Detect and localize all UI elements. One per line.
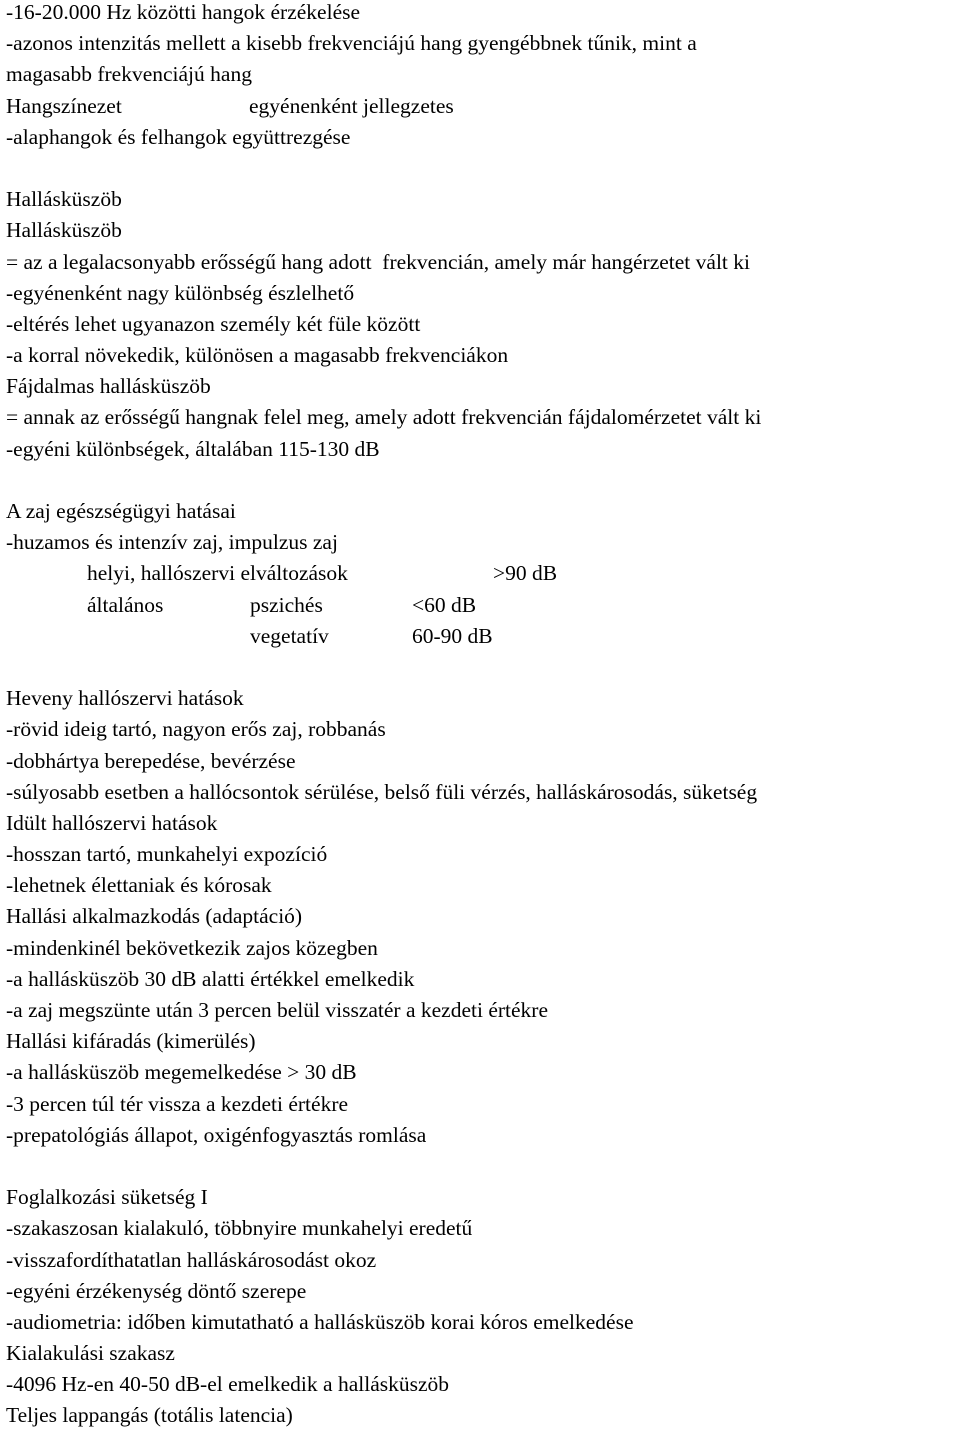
- hangszinezet-value: egyénenként jellegzetes: [249, 93, 454, 118]
- text-line: -alaphangok és felhangok együttrezgése: [6, 124, 351, 149]
- section-heading: Hallási kifáradás (kimerülés): [6, 1029, 256, 1054]
- text-line: -4096 Hz-en 40-50 dB-el emelkedik a hallásküszöb: [6, 1372, 450, 1397]
- text-line: -súlyosabb esetben a hallócsontok sérülése, belső füli vérzés, halláskárosodás, süketség: [6, 779, 758, 804]
- effects-row-2-value: <60 dB: [412, 592, 477, 617]
- section-heading: Idült hallószervi hatások: [6, 810, 218, 835]
- text-line: -16-20.000 Hz közötti hangok érzékelése: [6, 0, 361, 24]
- effects-row-3-value: 60-90 dB: [412, 623, 493, 648]
- text-line: Fájdalmas hallásküszöb: [6, 374, 211, 399]
- section-heading: Hallásküszöb: [6, 187, 122, 212]
- text-line: -mindenkinél bekövetkezik zajos közegben: [6, 935, 378, 960]
- section-heading: Kialakulási szakasz: [6, 1341, 175, 1366]
- blank-line: [6, 153, 956, 184]
- text-line: -dobhártya berepedése, bevérzése: [6, 748, 296, 773]
- text-line: magasabb frekvenciájú hang: [6, 62, 252, 87]
- section-heading: Foglalkozási süketség I: [6, 1185, 208, 1210]
- text-line: -visszafordíthatatlan halláskárosodást okoz: [6, 1247, 377, 1272]
- effects-row-3: [6, 621, 956, 652]
- effects-row-1: [6, 558, 956, 589]
- text-line: -szakaszosan kialakuló, többnyire munkahelyi eredetű: [6, 1216, 473, 1241]
- effects-row-3-type: vegetatív: [250, 623, 329, 648]
- blank-line: [6, 652, 956, 683]
- section-heading: Hallási alkalmazkodás (adaptáció): [6, 904, 303, 929]
- text-line: -egyénenként nagy különbség észlelhető: [6, 280, 355, 305]
- text-line: -azonos intenzitás mellett a kisebb frekvenciájú hang gyengébbnek tűnik, mint a: [6, 31, 697, 56]
- effects-row-1-label: helyi, hallószervi elváltozások: [87, 561, 348, 586]
- section-heading: A zaj egészségügyi hatásai: [6, 499, 236, 523]
- text-line: -prepatológiás állapot, oxigénfogyasztás romlása: [6, 1122, 427, 1147]
- text-line: -a hallásküszöb megemelkedése > 30 dB: [6, 1060, 357, 1085]
- text-line: -a hallásküszöb 30 dB alatti értékkel emelkedik: [6, 966, 415, 991]
- hangszinezet-row: [6, 91, 956, 122]
- text-line: -3 percen túl tér vissza a kezdeti értékre: [6, 1091, 349, 1116]
- section-heading: Heveny hallószervi hatások: [6, 686, 244, 711]
- effects-row-2-type: pszichés: [250, 592, 323, 617]
- effects-row-2-label: általános: [87, 592, 164, 617]
- text-line: Hallásküszöb: [6, 218, 122, 243]
- text-line: -huzamos és intenzív zaj, impulzus zaj: [6, 530, 338, 555]
- effects-row-2: [6, 590, 956, 621]
- section-heading: Teljes lappangás (totális latencia): [6, 1403, 293, 1428]
- text-line: -eltérés lehet ugyanazon személy két füle között: [6, 311, 421, 336]
- text-line: = az a legalacsonyabb erősségű hang adott frekvencián, amely már hangérzetet vált ki: [6, 249, 750, 274]
- blank-line: [6, 465, 956, 496]
- text-line: -hosszan tartó, munkahelyi expozíció: [6, 842, 328, 867]
- text-line: -a zaj megszünte után 3 percen belül visszatér a kezdeti értékre: [6, 998, 549, 1022]
- document-page: [6, 0, 956, 1432]
- text-line: -egyéni érzékenység döntő szerepe: [6, 1278, 307, 1303]
- text-line: -audiometria: időben kimutatható a hallásküszöb korai kóros emelkedése: [6, 1309, 634, 1334]
- text-line: = annak az erősségű hangnak felel meg, amely adott frekvencián fájdalomérzetet vált ki: [6, 405, 762, 430]
- text-line: -a korral növekedik, különösen a magasabb frekvenciákon: [6, 343, 509, 368]
- effects-row-1-value: >90 dB: [493, 561, 558, 586]
- hangszinezet-label: Hangszínezet: [6, 93, 122, 118]
- text-line: -lehetnek élettaniak és kórosak: [6, 873, 272, 898]
- blank-line: [6, 1151, 956, 1182]
- text-line: -egyéni különbségek, általában 115-130 dB: [6, 436, 380, 461]
- text-line: -rövid ideig tartó, nagyon erős zaj, robbanás: [6, 717, 386, 742]
